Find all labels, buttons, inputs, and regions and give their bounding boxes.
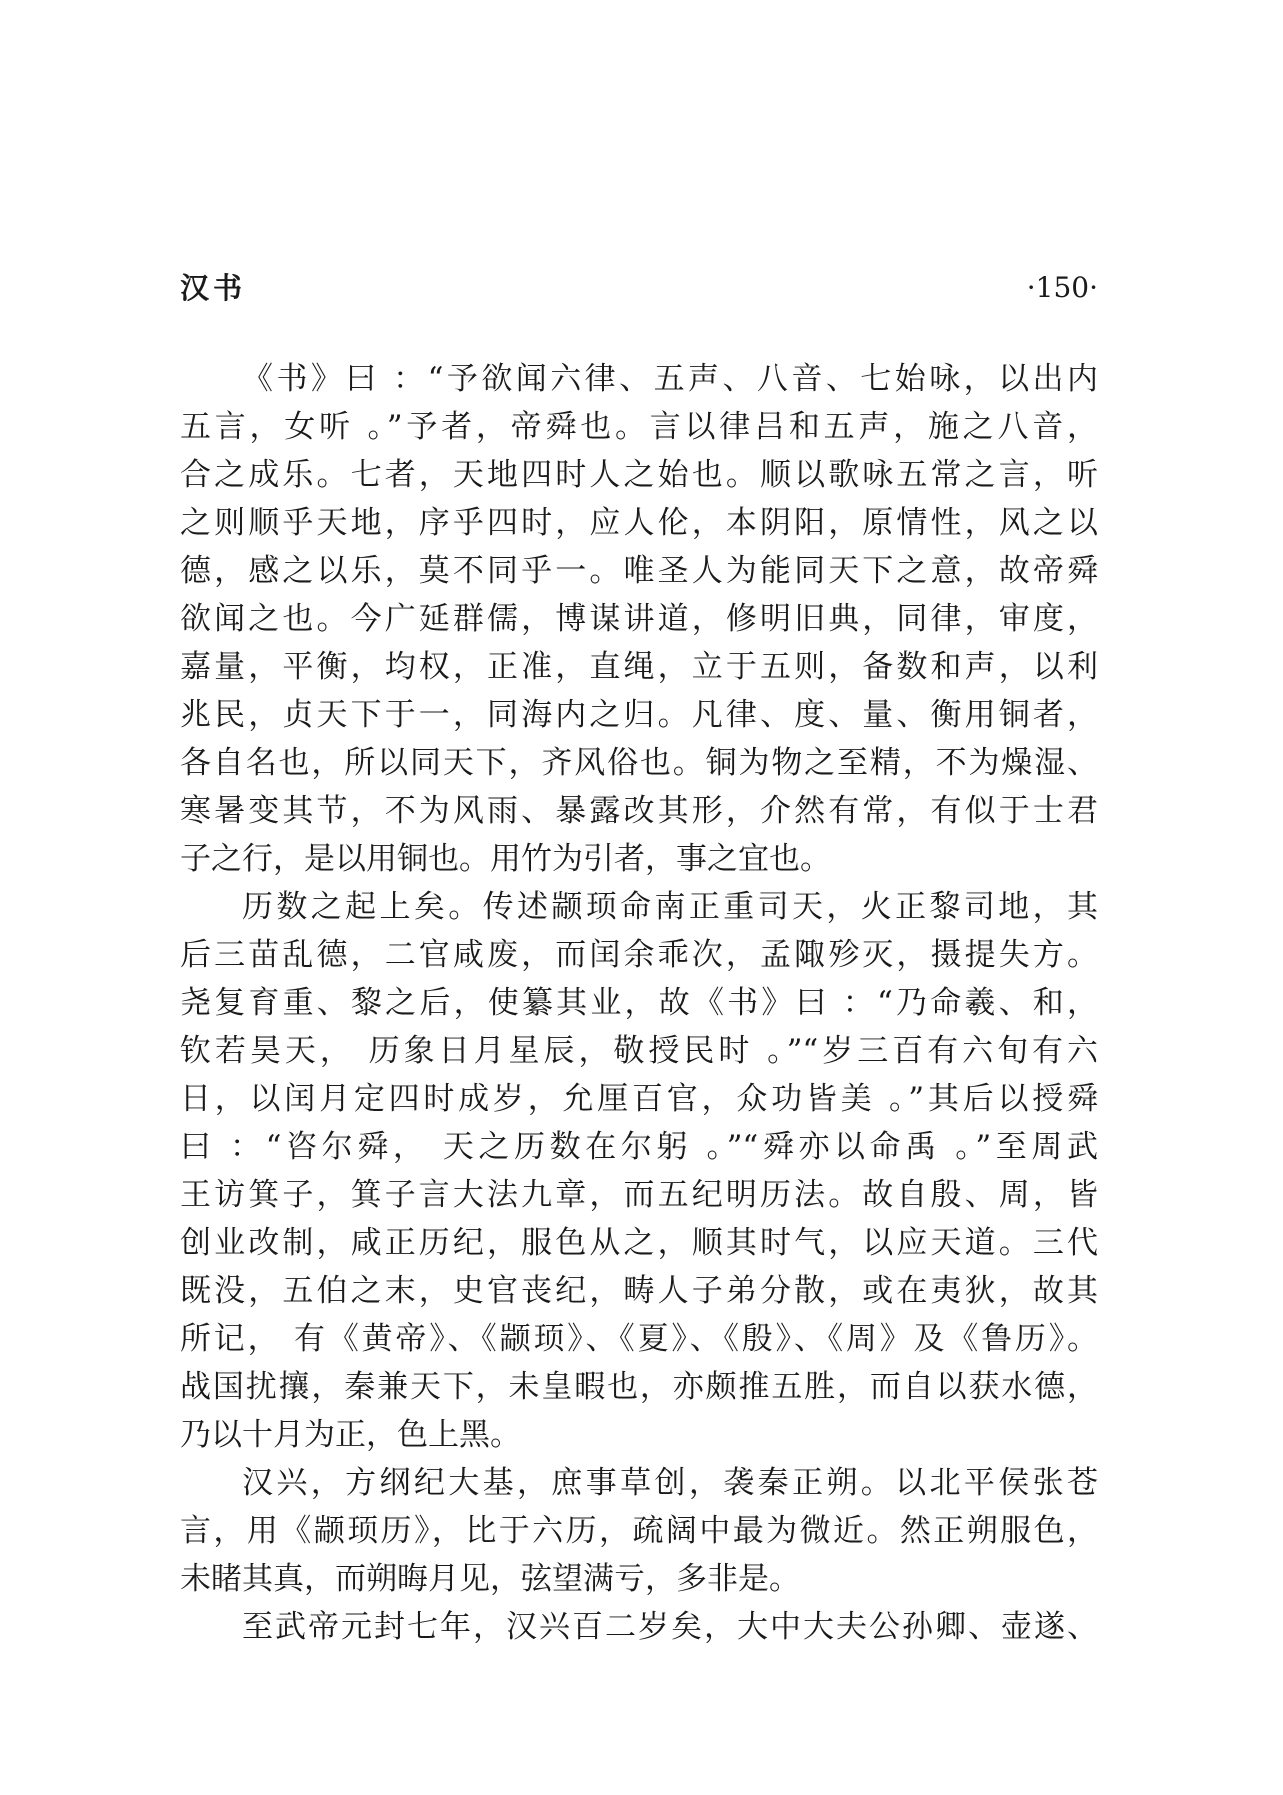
text-line: 后三苗乱德，二官咸废，而闰余乖次，孟陬殄灭，摄提失方。 (180, 937, 1098, 973)
text-line: 寒暑变其节，不为风雨、暴露改其形，介然有常，有似于士君 (180, 793, 1098, 829)
text-line: 既没，五伯之末，史官丧纪，畴人子弟分散，或在夷狄，故其 (180, 1273, 1098, 1309)
text-line: 所记， 有《黄帝》、《颛顼》、《夏》、《殷》、《周》及《鲁历》。 (180, 1321, 1098, 1357)
text-line: 战国扰攘，秦兼天下，未皇暇也，亦颇推五胜，而自以获水德， (180, 1369, 1098, 1405)
text-line: 《书》曰 ：“予欲闻六律、五声、八音、七始咏，以出内 (242, 361, 1098, 397)
text-line: 合之成乐。七者，天地四时人之始也。顺以歌咏五常之言，听 (180, 457, 1098, 493)
text-line: 嘉量，平衡，均权，正准，直绳，立于五则，备数和声，以利 (180, 649, 1098, 685)
text-line: 创业改制，咸正历纪，服色从之，顺其时气，以应天道。三代 (180, 1225, 1098, 1261)
paragraph-1 (180, 355, 1098, 883)
text-line: 兆民，贞天下于一，同海内之归。凡律、度、量、衡用铜者， (180, 697, 1098, 733)
page-number: ·150· (1026, 271, 1098, 304)
text-line: 日，以闰月定四时成岁，允厘百官，众功皆美 。”其后以授舜 (180, 1081, 1098, 1117)
text-line: 欲闻之也。今广延群儒，博谋讲道，修明旧典，同律，审度， (180, 601, 1098, 637)
paragraph-3 (180, 1459, 1098, 1603)
book-title: 汉书 (180, 271, 247, 305)
text-line: 汉兴，方纲纪大基，庶事草创，袭秦正朔。以北平侯张苍 (242, 1465, 1098, 1501)
text-line: 钦若昊天， 历象日月星辰，敬授民时 。”“岁三百有六旬有六 (180, 1033, 1098, 1069)
text-line: 之则顺乎天地，序乎四时，应人伦，本阴阳，原情性，风之以 (180, 505, 1098, 541)
paragraph-4 (180, 1603, 1098, 1651)
text-line: 德，感之以乐，莫不同乎一。唯圣人为能同天下之意，故帝舜 (180, 553, 1098, 589)
running-header (180, 268, 1098, 308)
text-line: 五言，女听 。”予者，帝舜也。言以律吕和五声，施之八音， (180, 409, 1098, 445)
body-text (180, 355, 1098, 1651)
text-line: 曰 ：“咨尔舜， 天之历数在尔躬 。”“舜亦以命禹 。”至周武 (180, 1129, 1098, 1165)
text-line: 言，用《颛顼历》，比于六历，疏阔中最为微近。然正朔服色， (180, 1513, 1098, 1549)
text-line: 未睹其真，而朔晦月见，弦望满亏，多非是。 (180, 1561, 800, 1597)
text-line: 子之行，是以用铜也。用竹为引者，事之宜也。 (180, 841, 831, 877)
text-line: 王访箕子，箕子言大法九章，而五纪明历法。故自殷、周，皆 (180, 1177, 1098, 1213)
text-line: 各自名也，所以同天下，齐风俗也。铜为物之至精，不为燥湿、 (180, 745, 1098, 781)
text-line: 尧复育重、黎之后，使纂其业，故《书》曰 ：“乃命羲、和， (180, 985, 1098, 1021)
text-line: 至武帝元封七年，汉兴百二岁矣，大中大夫公孙卿、壶遂、 (242, 1609, 1098, 1645)
paragraph-2 (180, 883, 1098, 1459)
text-line: 乃以十月为正，色上黑。 (180, 1417, 521, 1453)
text-line: 历数之起上矣。传述颛顼命南正重司天，火正黎司地，其 (242, 889, 1098, 925)
